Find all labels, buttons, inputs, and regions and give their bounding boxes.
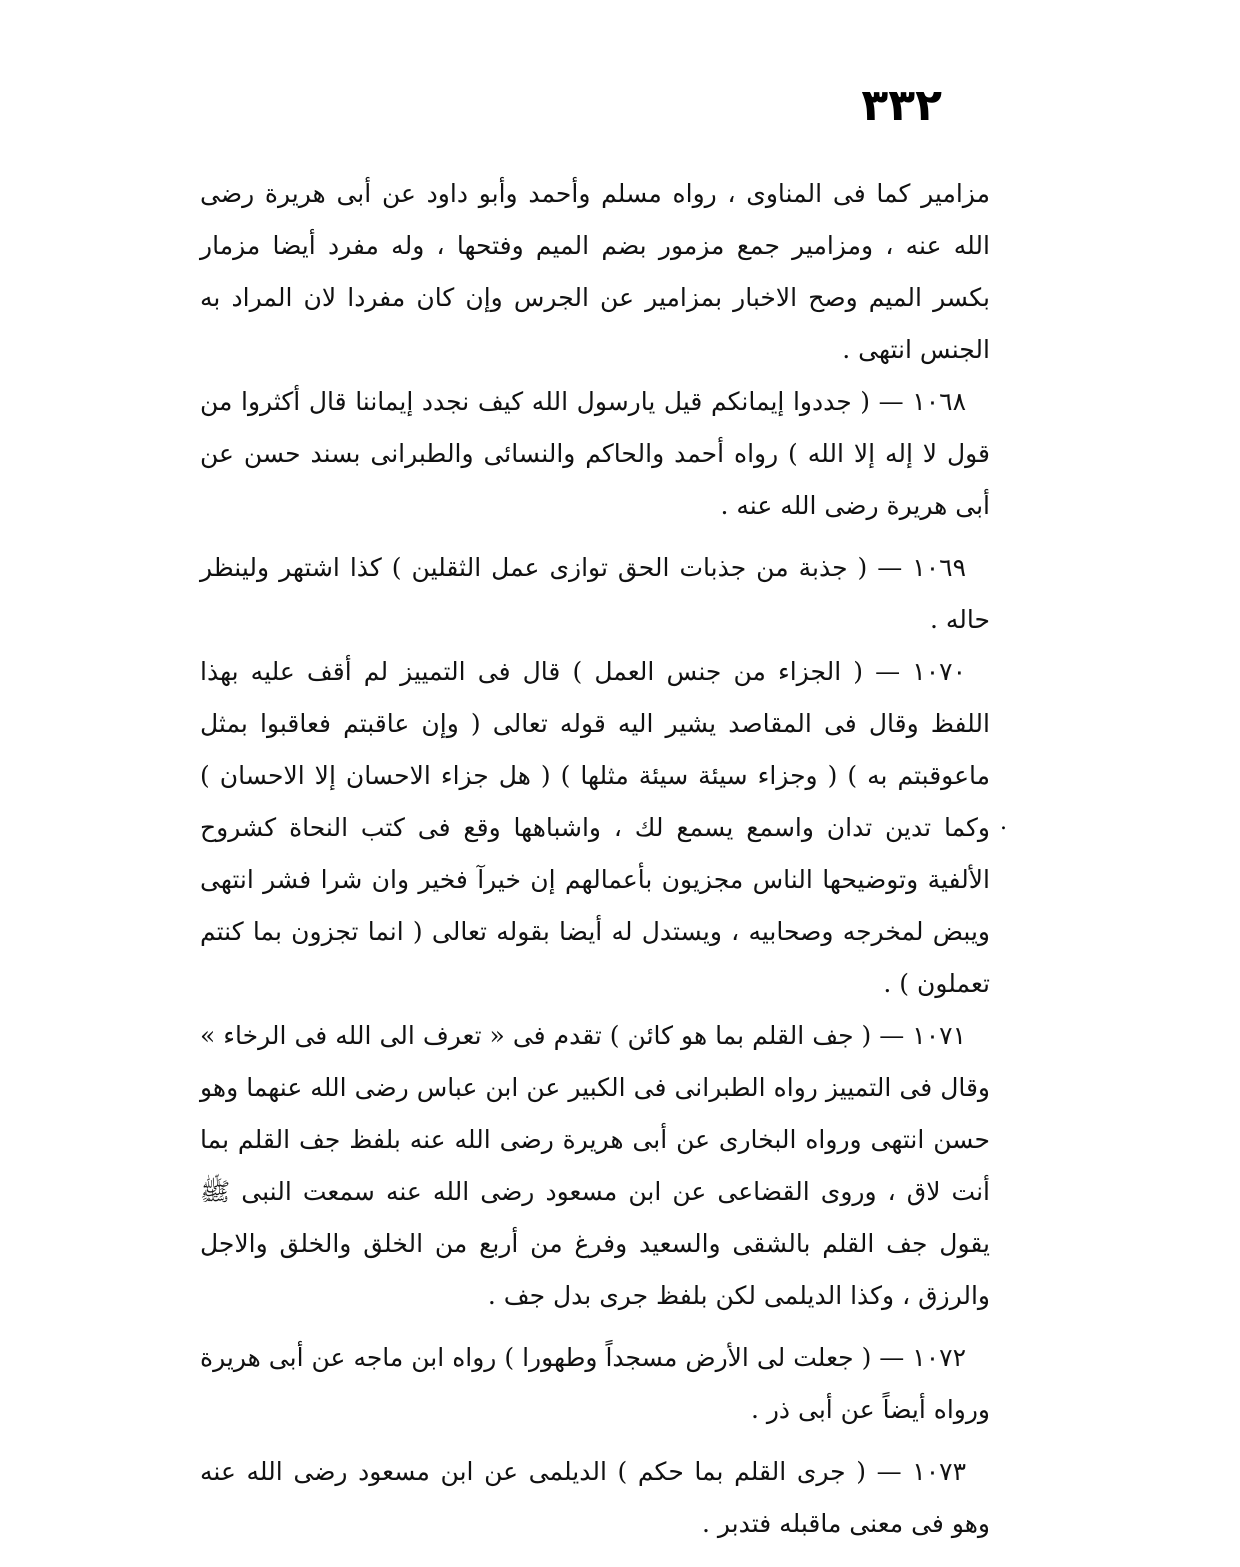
entry-1068: ١٠٦٨ — ( جددوا إيمانكم قيل يارسول الله كيف نجدد إيماننا قال أكثروا من قول لا إله إلا الله ) رواه أحمد والحاكم والنسائى والطبرانى بسند حسن عن أبى هريرة رضى الله عنه .	[200, 387, 990, 520]
body-text	[200, 168, 990, 1550]
entry-1069: ١٠٦٩ — ( جذبة من جذبات الحق توازى عمل الثقلين ) كذا اشتهر ولينظر حاله .	[200, 553, 990, 634]
entry-1070: ١٠٧٠ — ( الجزاء من جنس العمل ) قال فى التمييز لم أقف عليه بهذا اللفظ وقال فى المقاصد يشير اليه قوله تعالى ( وإن عاقبتم فعاقبوا بمثل ماعوقبتم به ) ( وجزاء سيئة سيئة مثلها ) ( هل جزاء الاحسان إلا الاحسان ) وكما تدين تدان واسمع يسمع لك ، واشباهها وقع فى كتب النحاة كشروح الألفية وتوضيحها الناس مجزيون بأعمالهم إن خيرآ فخير وان شرا فشر انتهى ويبض لمخرجه وصحابيه ، ويستدل له أيضا بقوله تعالى ( انما تجزون بما كنتم تعملون ) .	[200, 657, 990, 998]
margin-mark: .	[1000, 810, 1007, 835]
entry-1073: ١٠٧٣ — ( جرى القلم بما حكم ) الديلمى عن ابن مسعود رضى الله عنه وهو فى معنى ماقبله فتدبر .	[200, 1457, 990, 1538]
entry-1072: ١٠٧٢ — ( جعلت لى الأرض مسجداً وطهورا ) رواه ابن ماجه عن أبى هريرة ورواه أيضاً عن أبى ذر .	[200, 1343, 990, 1424]
page-number: ٣٣٢	[861, 80, 942, 131]
paragraph-continuation: مزامير كما فى المناوى ، رواه مسلم وأحمد وأبو داود عن أبى هريرة رضى الله عنه ، ومزامير جمع مزمور بضم الميم وفتحها ، وله مفرد أيضا مزمار بكسر الميم وصح الاخبار بمزامير عن الجرس وإن كان مفردا لان المراد به الجنس انتهى .	[200, 179, 990, 364]
entry-1071: ١٠٧١ — ( جف القلم بما هو كائن ) تقدم فى « تعرف الى الله فى الرخاء » وقال فى التمييز رواه الطبرانى فى الكبير عن ابن عباس رضى الله عنهما وهو حسن انتهى ورواه البخارى عن أبى هريرة رضى الله عنه بلفظ جف القلم بما أنت لاق ، وروى القضاعى عن ابن مسعود رضى الله عنه سمعت النبى ﷺ يقول جف القلم بالشقى والسعيد وفرغ من أربع من الخلق والخلق والاجل والرزق ، وكذا الديلمى لكن بلفظ جرى بدل جف .	[200, 1021, 990, 1310]
